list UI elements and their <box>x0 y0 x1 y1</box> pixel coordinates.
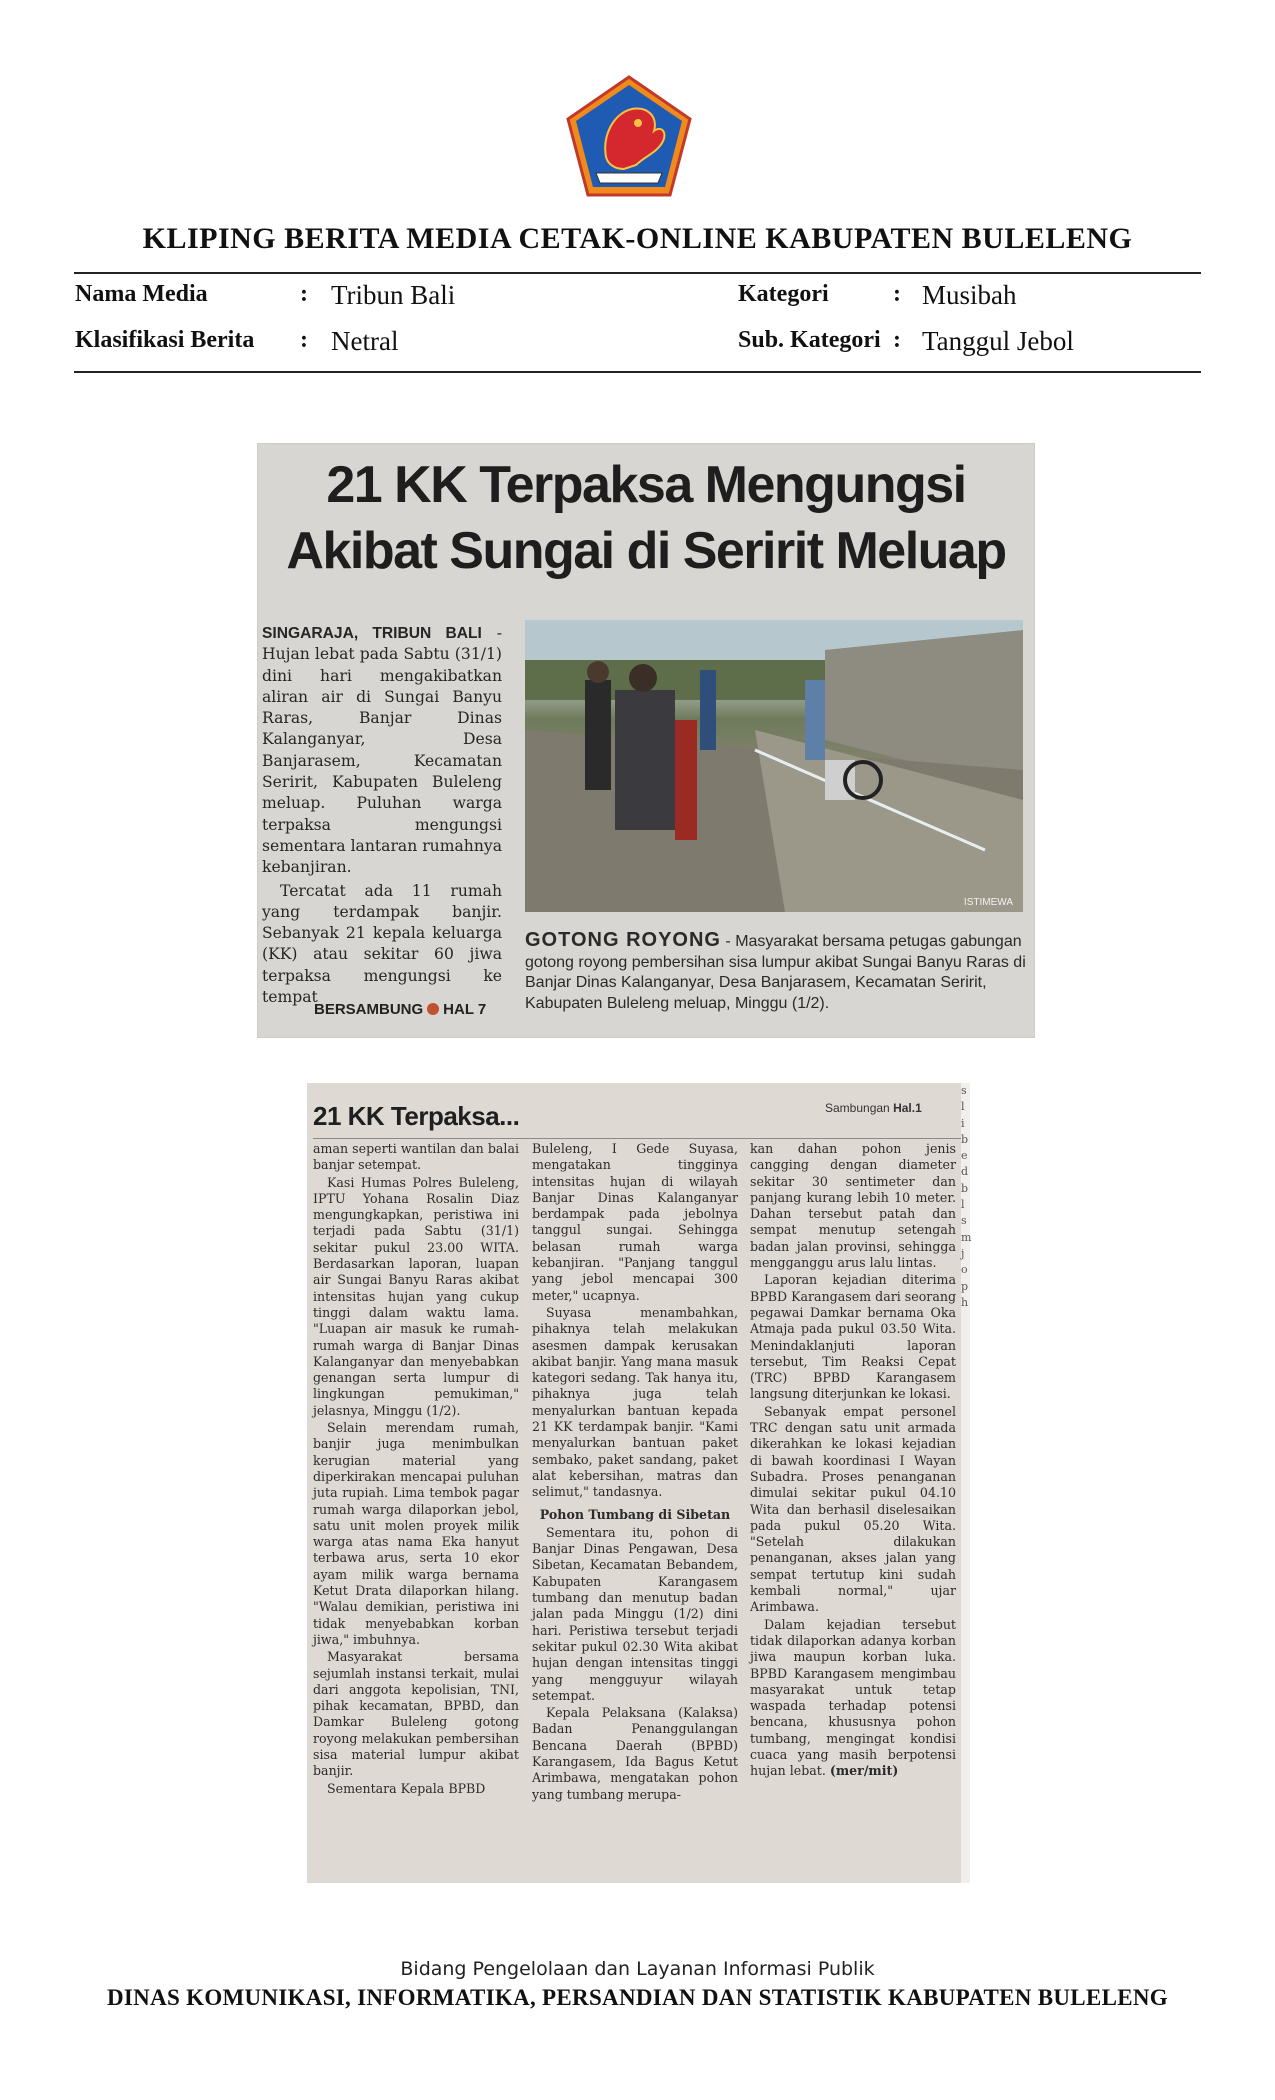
cleanup-scene-image <box>525 620 1023 912</box>
headline-line-1: 21 KK Terpaksa Mengungsi <box>326 456 966 514</box>
regency-logo <box>562 73 696 199</box>
byline: (mer/mit) <box>829 1763 899 1779</box>
continuation-title: 21 KK Terpaksa... <box>313 1101 520 1131</box>
singa-ambara-raja-crest-icon <box>562 73 696 199</box>
subkategori-colon: : <box>893 327 901 353</box>
media-value: Tribun Bali <box>331 280 456 310</box>
col2-subheading: Pohon Tumbang di Sibetan <box>539 1506 731 1522</box>
second-paragraph: Tercatat ada 11 rumah yang terdampak banjir. Sebanyak 21 kepala keluarga (KK) atau sekitar 60 jiwa terpaksa mengungsi ke tempat <box>262 881 502 1007</box>
continuation-ref <box>825 1101 922 1115</box>
bottom-divider <box>74 371 1201 373</box>
continuation-label: Sambungan <box>825 1101 890 1115</box>
news-photo <box>525 620 1023 912</box>
kategori-value: Musibah <box>922 280 1017 310</box>
continued-note <box>314 1001 486 1018</box>
col3-para: Laporan kejadian diterima BPBD Karangasem dari seorang pegawai Damkar bernama Oka Atmaja pada pukul 03.50 Wita. Menindaklanjuti laporan tersebut, Tim Reaksi Cepat (TRC) BPBD Karangasem langsung diterjunkan ke lokasi. <box>750 1272 956 1402</box>
kategori-colon: : <box>893 281 901 307</box>
kategori-label: Kategori <box>738 281 829 307</box>
col1-para: Kasi Humas Polres Buleleng, IPTU Yohana Rosalin Diaz mengungkapkan, peristiwa ini terjadi pada Sabtu (31/1) sekitar pukul 23.00 WITA. Berdasarkan laporan, luapan air Sungai Banyu Raras akibat intensitas hujan yang cukup tinggi dalam waktu lama. "Luapan air masuk ke rumah-rumah warga di Banjar Dinas Kalanganyar dan menyebabkan genangan serta lumpur di lingkungan pemukiman," jelasnya, Minggu (1/2). <box>313 1174 519 1418</box>
caption-heading: GOTONG ROYONG <box>525 929 721 951</box>
media-label: Nama Media <box>75 281 208 307</box>
continuation-page: Hal.1 <box>893 1101 922 1115</box>
adjacent-column-edge: s l i b e d b l s m j o p h <box>961 1083 970 1883</box>
arrow-dot-icon <box>427 1003 439 1015</box>
klasifikasi-value: Netral <box>331 326 399 356</box>
col2-para: Buleleng, I Gede Suyasa, mengatakan tingginya intensitas hujan di wilayah Banjar Dinas Kalanganyar berdampak pada jebolnya tanggul sungai. Sehingga belasan rumah warga kebanjiran. "Panjang tanggul yang jebol mencapai 300 meter," ucapnya. <box>532 1141 738 1303</box>
top-divider <box>74 272 1201 274</box>
photo-credit: ISTIMEWA <box>963 897 1013 908</box>
col1-para: Sementara Kepala BPBD <box>327 1780 486 1796</box>
photo-caption <box>525 930 1030 1014</box>
page-title: KLIPING BERITA MEDIA CETAK-ONLINE KABUPATEN BULELENG <box>142 222 1133 255</box>
col2-para: Suyasa menambahkan, pihaknya telah melakukan asesmen dampak kerusakan akibat banjir. Yang mana masuk kategori sedang. Tak hanya itu, pihaknya juga telah menyalurkan bantuan kepada 21 KK terdampak banjir. "Kami menyalurkan bantuan paket sembako, paket sandang, paket alat kebersihan, matras dan selimut," tandasnya. <box>532 1304 738 1500</box>
col3-para <box>750 1617 956 1780</box>
headline-line-2: Akibat Sungai di Seririt Meluap <box>286 522 1006 580</box>
col1-para: Selain merendam rumah, banjir juga menimbulkan kerugian material yang diperkirakan mencapai puluhan juta rupiah. Lima tembok pagar rumah warga dilaporkan jebol, satu unit molen proyek milik warga atas nama Eka hanyut terbawa arus, serta 10 ekor ayam milik warga bernama Ketut Drata dilaporkan hilang. "Walau demikian, peristiwa ini tidak menyebabkan korban jiwa," imbuhnya. <box>313 1420 519 1647</box>
footer-division: Bidang Pengelolaan dan Layanan Informasi Publik <box>400 1958 875 1980</box>
media-colon: : <box>300 281 308 307</box>
continued-label: BERSAMBUNG <box>314 1001 424 1018</box>
news-clipping-front <box>257 443 1035 1038</box>
article-column-2 <box>532 1141 738 1804</box>
article-column-1 <box>313 1141 519 1798</box>
col1-para: aman seperti wantilan dan balai banjar setempat. <box>313 1141 519 1173</box>
klasifikasi-colon: : <box>300 327 308 353</box>
continued-page: HAL 7 <box>443 1001 487 1018</box>
klasifikasi-label: Klasifikasi Berita <box>75 327 255 353</box>
subkategori-label: Sub. Kategori <box>738 327 881 353</box>
col3-final-text: Dalam kejadian tersebut tidak dilaporkan adanya korban jiwa maupun korban luka. BPBD Karangasem mengimbau masyarakat untuk tetap waspada terhadap potensi bencana, khususnya pohon tumbang, mengingat kondisi cuaca yang masih berpotensi hujan lebat. <box>750 1616 956 1779</box>
dateline: SINGARAJA, TRIBUN BALI <box>262 625 482 642</box>
col2-para: Sementara itu, pohon di Banjar Dinas Pengawan, Desa Sibetan, Kecamatan Bebandem, Kabupaten Karangasem tumbang dan menutup badan jalan pada Minggu (1/2) dini hari. Peristiwa tersebut terjadi sekitar pukul 02.30 Wita akibat hujan dengan intensitas tinggi yang mengguyur wilayah setempat. <box>532 1524 738 1703</box>
col3-para: kan dahan pohon jenis cangging dengan diameter sekitar 30 sentimeter dan panjang kurang lebih 10 meter. Dahan tersebut patah dan sempat menutup setengah badan jalan provinsi, sehingga mengganggu arus lalu lintas. <box>750 1141 956 1271</box>
news-clipping-continuation <box>307 1083 970 1883</box>
subkategori-value: Tanggul Jebol <box>922 326 1074 356</box>
lead-paragraph: - Hujan lebat pada Sabtu (31/1) dini hari mengakibatkan aliran air di Sungai Banyu Raras, Banjar Dinas Kalanganyar, Desa Banjarasem, Kecamatan Seririt, Kabupaten Buleleng meluap. Puluhan warga terpaksa mengungsi sementara lantaran rumahnya kebanjiran. <box>262 624 502 877</box>
col3-para: Sebanyak empat personel TRC dengan satu unit armada dikerahkan ke lokasi kejadian di bawah koordinasi I Wayan Subadra. Proses penanganan dimulai sekitar pukul 04.10 Wita dan berhasil diselesaikan pada pukul 05.20 Wita. "Setelah dilakukan penanganan, akses jalan yang sempat tertutup kini sudah kembali normal," ujar Arimbawa. <box>750 1403 956 1615</box>
col2-para: Kepala Pelaksana (Kalaksa) Badan Penanggulangan Bencana Daerah (BPBD) Karangasem, Ida Bagus Ketut Arimbawa, mengatakan pohon yang tumbang merupa- <box>532 1705 738 1802</box>
continuation-divider <box>313 1138 963 1139</box>
col1-para: Masyarakat bersama sejumlah instansi terkait, mulai dari anggota kepolisian, TNI, pihak kecamatan, BPBD, dan Damkar Buleleng gotong royong melakukan pembersihan sisa material lumpur akibat banjir. <box>313 1649 519 1779</box>
caption-text: - Masyarakat bersama petugas gabungan gotong royong pembersihan sisa lumpur akibat Sungai Banyu Raras di Banjar Dinas Kalanganyar, Desa Banjarasem, Kecamatan Seririt, Kabupaten Buleleng meluap, Minggu (1/2). <box>525 933 1026 1012</box>
footer-agency: DINAS KOMUNIKASI, INFORMATIKA, PERSANDIAN DAN STATISTIK KABUPATEN BULELENG <box>107 1985 1168 2010</box>
article-lead <box>262 623 502 1010</box>
article-column-3 <box>750 1141 956 1781</box>
